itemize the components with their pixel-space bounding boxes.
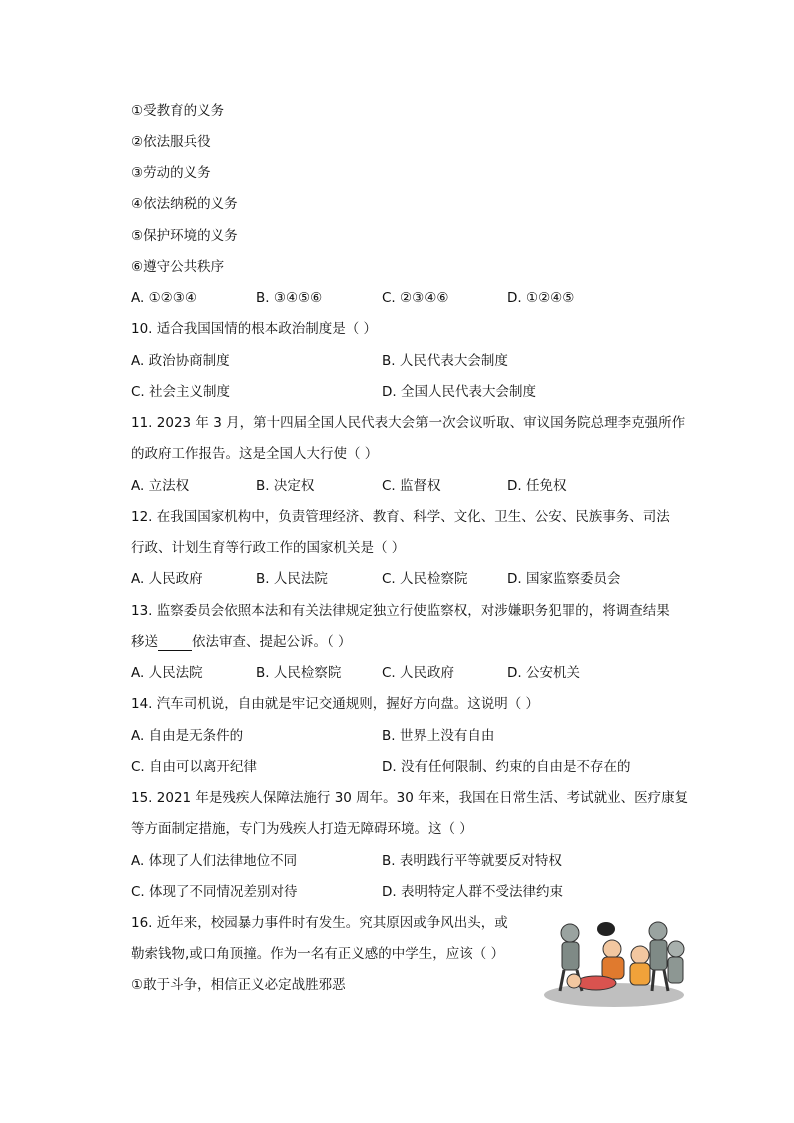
question-stem: 16. 近年来，校园暴力事件时有发生。究其原因或争风出头，或 [131,915,508,931]
list-item: ④依法纳税的义务 [131,196,238,212]
bullying-cartoon-image [540,915,688,1011]
stem-text: 移送 [131,634,158,650]
stem-text: 依法审查、提起公诉。（ ） [192,634,352,650]
list-item: ①敢于斗争，相信正义必定战胜邪恶 [131,977,346,993]
question-stem: 勒索钱物,或口角顶撞。作为一名有正义感的中学生，应该（ ） [131,946,505,962]
list-item: ②依法服兵役 [131,134,211,150]
question-stem: 15. 2021 年是残疾人保障法施行 30 周年。30 年来，我国在日常生活、考试就业、医疗康复 [131,790,689,806]
option-b: B. 人民检察院 [256,665,342,681]
option-d: D. 表明特定人群不受法律约束 [382,884,563,900]
question-stem: 10. 适合我国国情的根本政治制度是（ ） [131,321,378,337]
question-stem: 等方面制定措施，专门为残疾人打造无障碍环境。这（ ） [131,821,473,837]
option-a: A. 人民法院 [131,665,203,681]
option-c: C. 人民政府 [382,665,455,681]
option-c: C. ②③④⑥ [382,290,449,306]
option-b: B. 世界上没有自由 [382,728,495,744]
option-a: A. 立法权 [131,478,190,494]
question-stem: 14. 汽车司机说，自由就是牢记交通规则，握好方向盘。这说明（ ） [131,696,540,712]
list-item: ①受教育的义务 [131,103,225,119]
option-a: A. 人民政府 [131,571,203,587]
answer-blank [158,636,192,651]
option-a: A. 体现了人们法律地位不同 [131,853,298,869]
question-stem: 的政府工作报告。这是全国人大行使（ ） [131,446,379,462]
option-a: A. 自由是无条件的 [131,728,244,744]
question-stem: 12. 在我国国家机构中，负责管理经济、教育、科学、文化、卫生、公安、民族事务、司法 [131,509,670,525]
question-stem: 13. 监察委员会依照本法和有关法律规定独立行使监察权，对涉嫌职务犯罪的，将调查结果 [131,603,670,619]
question-stem: 11. 2023 年 3 月，第十四届全国人民代表大会第一次会议听取、审议国务院总理李克强所作 [131,415,686,431]
question-stem [131,633,352,651]
option-a: A. ①②③④ [131,290,197,306]
option-a: A. 政治协商制度 [131,353,230,369]
option-d: D. 公安机关 [507,665,580,681]
option-d: D. 没有任何限制、约束的自由是不存在的 [382,759,631,775]
option-b: B. 表明践行平等就要反对特权 [382,853,562,869]
option-c: C. 体现了不同情况差别对待 [131,884,298,900]
option-c: C. 人民检察院 [382,571,468,587]
option-d: D. 国家监察委员会 [507,571,621,587]
question-stem: 行政、计划生育等行政工作的国家机关是（ ） [131,540,406,556]
list-item: ③劳动的义务 [131,165,211,181]
option-b: B. ③④⑤⑥ [256,290,323,306]
option-b: B. 决定权 [256,478,315,494]
option-d: D. 任免权 [507,478,567,494]
option-c: C. 社会主义制度 [131,384,231,400]
option-c: C. 监督权 [382,478,441,494]
option-d: D. ①②④⑤ [507,290,575,306]
option-c: C. 自由可以离开纪律 [131,759,258,775]
option-b: B. 人民代表大会制度 [382,353,508,369]
option-d: D. 全国人民代表大会制度 [382,384,536,400]
option-b: B. 人民法院 [256,571,328,587]
list-item: ⑥遵守公共秩序 [131,259,225,275]
list-item: ⑤保护环境的义务 [131,228,238,244]
